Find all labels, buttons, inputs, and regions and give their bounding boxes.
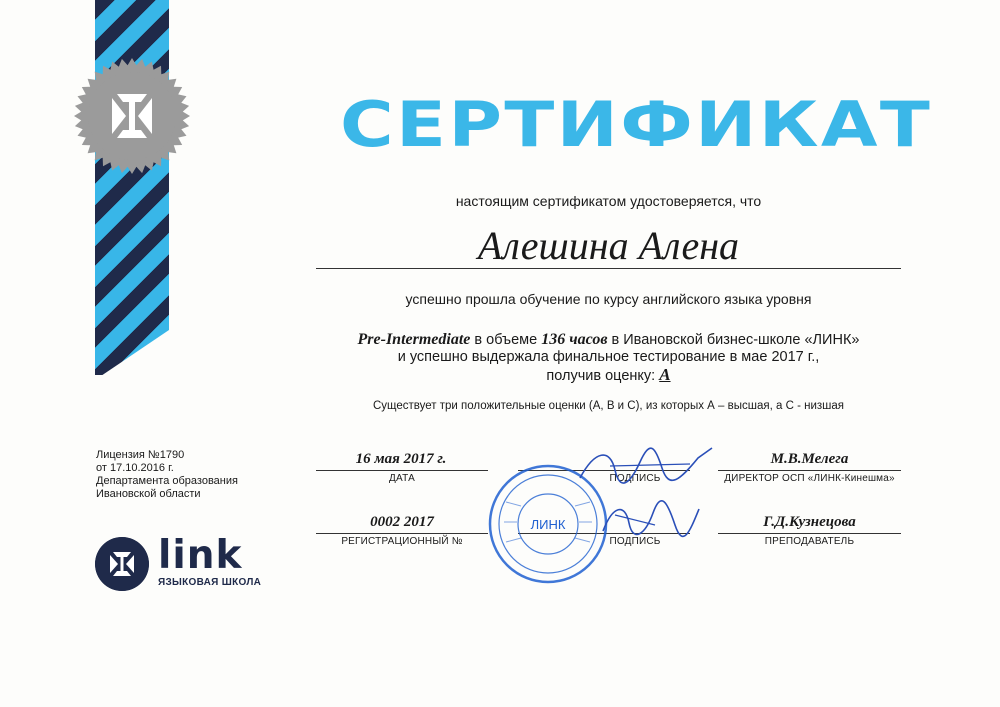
recipient-name: Алешина Алена [477, 223, 740, 268]
course-details-line2: и успешно выдержала финальное тестирование в мае 2017 г., [397, 349, 820, 365]
registration-rule [316, 533, 488, 534]
grade-value: А [659, 365, 671, 384]
signature2-scribble [595, 495, 705, 540]
license-region: Ивановской области [96, 488, 201, 500]
logo-subtitle: ЯЗЫКОВАЯ ШКОЛА [158, 577, 262, 588]
intro-text: настоящим сертификатом удостоверяется, что [455, 193, 762, 209]
registration-caption: РЕГИСТРАЦИОННЫЙ № [341, 536, 463, 547]
course-text: успешно прошла обучение по курсу английского языка уровня [405, 291, 812, 307]
certificate-title: СЕРТИФИКАТ [340, 88, 933, 161]
volume-prefix: в объеме [474, 332, 538, 348]
grade-prefix: получив оценку: [546, 368, 656, 384]
logo-wordmark: link [158, 533, 243, 578]
signature2-caption: ПОДПИСЬ [609, 536, 661, 547]
date-value: 16 мая 2017 г. [355, 451, 447, 467]
director-rule [718, 470, 901, 471]
name-underline [316, 268, 901, 269]
license-info [96, 449, 238, 501]
course-level: Pre-Intermediate [357, 331, 471, 348]
license-date: от 17.10.2016 г. [96, 462, 174, 474]
stamp-center-text: ЛИНК [530, 517, 566, 532]
date-caption: ДАТА [389, 473, 415, 484]
school-name: в Ивановской бизнес-школе «ЛИНК» [611, 332, 860, 348]
link-logo-icon [95, 537, 149, 591]
teacher-rule [718, 533, 901, 534]
director-caption: ДИРЕКТОР ОСП «ЛИНК-Кинешма» [724, 473, 895, 484]
signature1-scribble [570, 440, 720, 488]
teacher-name: Г.Д.Кузнецова [763, 514, 856, 530]
signature1-caption: ПОДПИСЬ [609, 473, 661, 484]
course-details-line1 [316, 331, 901, 349]
grades-note: Существует три положительные оценки (А, В и С), из которых А – высшая, а С - низшая [372, 400, 844, 412]
ribbon-notch [95, 330, 169, 380]
registration-number: 0002 2017 [370, 514, 434, 530]
date-rule [316, 470, 488, 471]
course-details-line3 [316, 366, 901, 385]
license-issuer: Департамента образования [96, 475, 238, 487]
license-number: Лицензия №1790 [96, 449, 185, 461]
director-name: М.В.Мелега [770, 451, 849, 467]
teacher-caption: ПРЕПОДАВАТЕЛЬ [764, 536, 855, 547]
course-details [316, 331, 901, 385]
course-hours: 136 часов [541, 331, 608, 348]
seal-emblem-icon [72, 56, 192, 176]
